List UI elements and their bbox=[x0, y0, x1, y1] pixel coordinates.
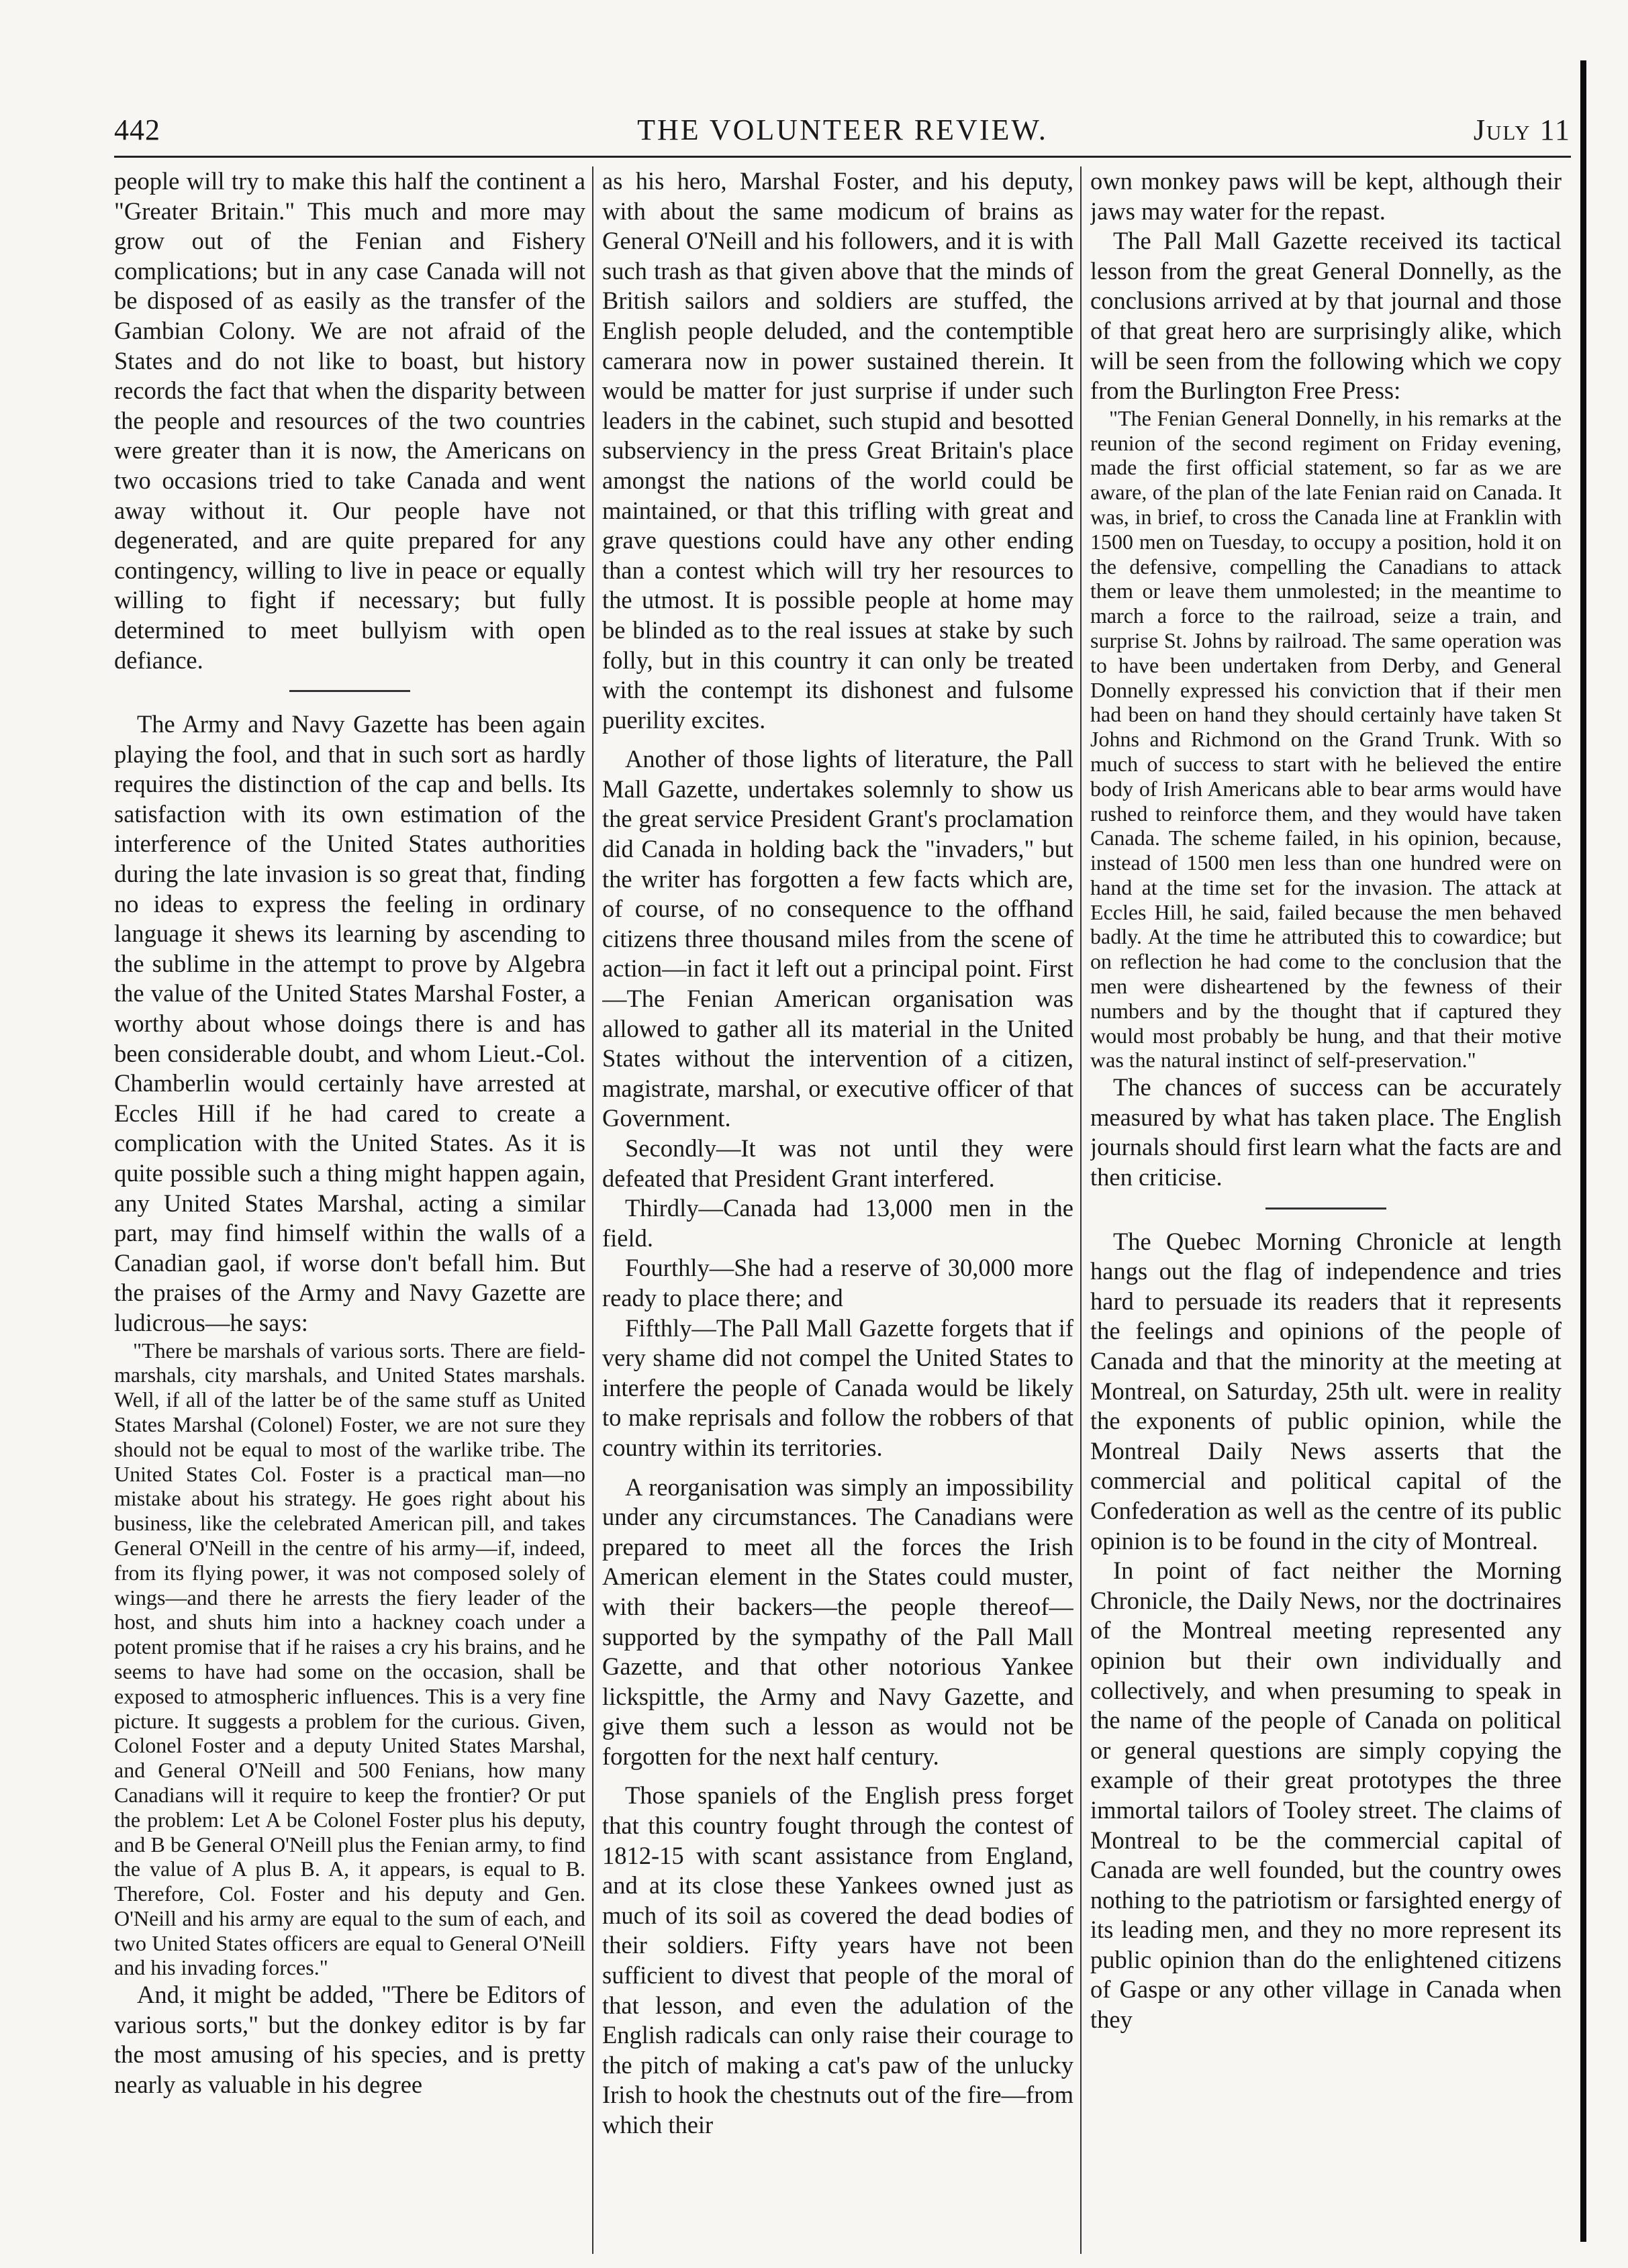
paragraph: as his hero, Marshal Foster, and his deputy, with about the same modicum of brains as General O'Neill and his followers, and it is with such trash as that given above that the minds of British sailors and soldiers are stuffed, the English people deluded, and the contemptible camerara now in power sustained therein. It would be matter for just surprise if under such leaders in the cabinet, such stupid and besotted subserviency in the press Great Britain's place amongst the nations of the world could be maintained, or that this trifling with great and grave questions could have any other ending than a contest which will try her resources to the utmost. It is possible people at home may be blinded as to the real issues at stake by such folly, but in this country it can only be treated with the contempt its dishonest and fulsome puerility excites. bbox=[602, 167, 1073, 734]
paragraph: Those spaniels of the English press forget that this country fought through the contest of 1812-15 with scant assistance from England, and at its close these Yankees owned just as much of its soil as covered the dead bodies of their soldiers. Fifty years have not been sufficient to divest that people of the moral of that lesson, and even the adulation of the English radicals can only raise their courage to the pitch of making a cat's paw of the unlucky Irish to hook the chestnuts out of the fire—from which their bbox=[602, 1781, 1073, 2138]
quoted-passage: "There be marshals of various sorts. There are field-marshals, city marshals, and United States marshals. Well, if all of the latter be of the same stuff as United States Marshal (Colonel) Foster, we are not sure they should not be equal to most of the warlike tribe. The United States Col. Foster is a practical man—no mistake about his strategy. He goes right about his business, like the celebrated American pill, and takes General O'Neill in the centre of his army—if, indeed, from its flying power, it was not composed solely of wings—and there he arrests the fiery leader of the host, and shuts him into a hackney coach under a potent promise that if he raises a cry his brains, and he seems to have had some on the occasion, shall be exposed to atmospheric influences. This is a very fine picture. It suggests a problem for the curious. Given, Colonel Foster and a deputy United States Marshal, and General O'Neill and 500 Fenians, how many Canadians will it require to keep the frontier? Or put the problem: Let A be Colonel Foster plus his deputy, and B be General O'Neill plus the Fenian army, to find the value of A plus B. A, it appears, is equal to B. Therefore, Col. Foster and his deputy and Gen. O'Neill and his army are equal to the sum of each, and two United States officers are equal to General O'Neill and his invading forces." bbox=[114, 1338, 585, 1980]
header-rule bbox=[114, 156, 1571, 158]
paragraph: Fourthly—She had a reserve of 30,000 more ready to place there; and bbox=[602, 1254, 1073, 1312]
column-rule bbox=[592, 166, 593, 2254]
page-edge-rule bbox=[1580, 60, 1586, 2242]
quoted-passage: "The Fenian General Donnelly, in his remarks at the reunion of the second regiment on Friday evening, made the first official statement, so far as we are aware, of the plan of the late Fenian raid on Canada. It was, in brief, to cross the Canada line at Franklin with 1500 men on Tuesday, to occupy a position, hold it on the defensive, compelling the Canadians to attack them or leave them unmolested; in the meantime to march a force to the railroad, seize a train, and surprise St. Johns by railroad. The same operation was to have been undertaken from Derby, and General Donnelly expressed his conviction that if their men had been on hand they should certainly have taken St Johns and Richmond on the Grand Trunk. With so much of success to start with he believed the entire body of Irish Americans able to bear arms would have rushed to reinforce them, and they would have taken Canada. The scheme failed, in his opinion, because, instead of 1500 men less than one hundred were on hand at the time set for the invasion. The attack at Eccles Hill, he said, failed because the men behaved badly. At the time he attributed this to cowardice; but on reflection he had come to the conclusion that the men were disheartened by the fewness of their numbers and by the thought that if captured they would most probably be hung, and that their motive was the natural instinct of self-preservation." bbox=[1090, 405, 1562, 1073]
column-3 bbox=[1090, 166, 1562, 2254]
column-rule bbox=[1080, 166, 1082, 2254]
paragraph: And, it might be added, "There be Editors of various sorts," but the donkey editor is by far the most amusing of his species, and is pretty nearly as valuable in his degree bbox=[114, 1981, 585, 2099]
column-2 bbox=[602, 166, 1073, 2254]
paragraph: The Army and Navy Gazette has been again playing the fool, and that in such sort as hardly requires the distinction of the cap and bells. Its satisfaction with its own estimation of the interference of the United States authorities during the late invasion is so great that, finding no ideas to express the feeling in ordinary language it shews its learning by ascending to the sublime in the attempt to prove by Algebra the value of the United States Marshal Foster, a worthy about whose doings there is and has been considerable doubt, and whom Lieut.-Col. Chamberlin would certainly have arrested at Eccles Hill if he had cared to create a complication with the United States. As it is quite possible such a thing might happen again, any United States Marshal, acting a similar part, may find himself within the walls of a Canadian gaol, if worse don't befall him. But the praises of the Army and Navy Gazette are ludicrous—he says: bbox=[114, 710, 585, 1336]
paragraph: Another of those lights of literature, the Pall Mall Gazette, undertakes solemnly to show us the great service President Grant's proclamation did Canada in holding back the "invaders," but the writer has forgotten a few facts which are, of course, of no consequence to the offhand citizens three thousand miles from the scene of action—in fact it left out a principal point. First—The Fenian American organisation was allowed to gather all its material in the United States without the intervention of a citizen, magistrate, marshal, or executive officer of that Government. bbox=[602, 745, 1073, 1132]
running-title: THE VOLUNTEER REVIEW. bbox=[637, 113, 1048, 146]
blockquote bbox=[1090, 406, 1562, 1073]
paragraph: The Quebec Morning Chronicle at length hangs out the flag of independence and tries hard to persuade its readers that it represents the feelings and opinions of the people of Canada and that the minority at the meeting at Montreal, on Saturday, 25th ult. were in reality the exponents of public opinion, while the Montreal Daily News asserts that the commercial and political capital of the Confederation as well as the centre of its public opinion is to be found in the city of Montreal. bbox=[1090, 1227, 1562, 1555]
blockquote bbox=[114, 1338, 585, 1981]
paragraph: A reorganisation was simply an impossibility under any circumstances. The Canadians were prepared to meet all the forces the Irish American element in the States could muster, with their backers—the people thereof—supported by the sympathy of the Pall Mall Gazette, and that other notorious Yankee lickspittle, the Army and Navy Gazette, and give them such a lesson as would not be forgotten for the next half century. bbox=[602, 1473, 1073, 1770]
paragraph: Fifthly—The Pall Mall Gazette forgets that if very shame did not compel the United States to interfere the people of Canada would be likely to make reprisals and follow the robbers of that country within its territories. bbox=[602, 1314, 1073, 1461]
column-1 bbox=[114, 166, 585, 2254]
paragraph: The Pall Mall Gazette received its tactical lesson from the great General Donnelly, as the conclusions arrived at by that journal and those of that great hero are surprisingly alike, which will be seen from the following which we copy from the Burlington Free Press: bbox=[1090, 227, 1562, 405]
article-separator bbox=[1265, 1207, 1386, 1210]
paragraph: Secondly—It was not until they were defeated that President Grant interfered. bbox=[602, 1134, 1073, 1192]
issue-date: July 11 bbox=[1473, 113, 1571, 146]
page-number: 442 bbox=[114, 113, 160, 146]
article-separator bbox=[289, 690, 410, 692]
paragraph: Thirdly—Canada had 13,000 men in the field. bbox=[602, 1194, 1073, 1252]
paragraph: The chances of success can be accurately measured by what has taken place. The English journals should first learn what the facts are and then criticise. bbox=[1090, 1073, 1562, 1191]
paragraph: In point of fact neither the Morning Chronicle, the Daily News, nor the doctrinaires of the Montreal meeting represented any opinion but their own individually and collectively, and when presuming to speak in the name of the people of Canada on political or general questions are simply copying the example of their great prototypes the three immortal tailors of Tooley street. The claims of Montreal to be the commercial capital of Canada are well founded, but the country owes nothing to the patriotism or farsighted energy of its leading men, and they no more represent its public opinion than do the enlightened citizens of Gaspe or any other village in Canada when they bbox=[1090, 1557, 1562, 2034]
paragraph: own monkey paws will be kept, although their jaws may water for the repast. bbox=[1090, 167, 1562, 225]
page-header bbox=[114, 113, 1571, 160]
paragraph: people will try to make this half the continent a "Greater Britain." This much and more may grow out of the Fenian and Fishery complications; but in any case Canada will not be disposed of as easily as the transfer of the Gambian Colony. We are not afraid of the States and do not like to boast, but history records the fact that when the disparity between the people and resources of the two countries were greater than it is now, the Americans on two occasions tried to take Canada and went away without it. Our people have not degenerated, and are quite prepared for any contingency, willing to live in peace or equally willing to fight if necessary; but fully determined to meet bullyism with open defiance. bbox=[114, 167, 585, 674]
